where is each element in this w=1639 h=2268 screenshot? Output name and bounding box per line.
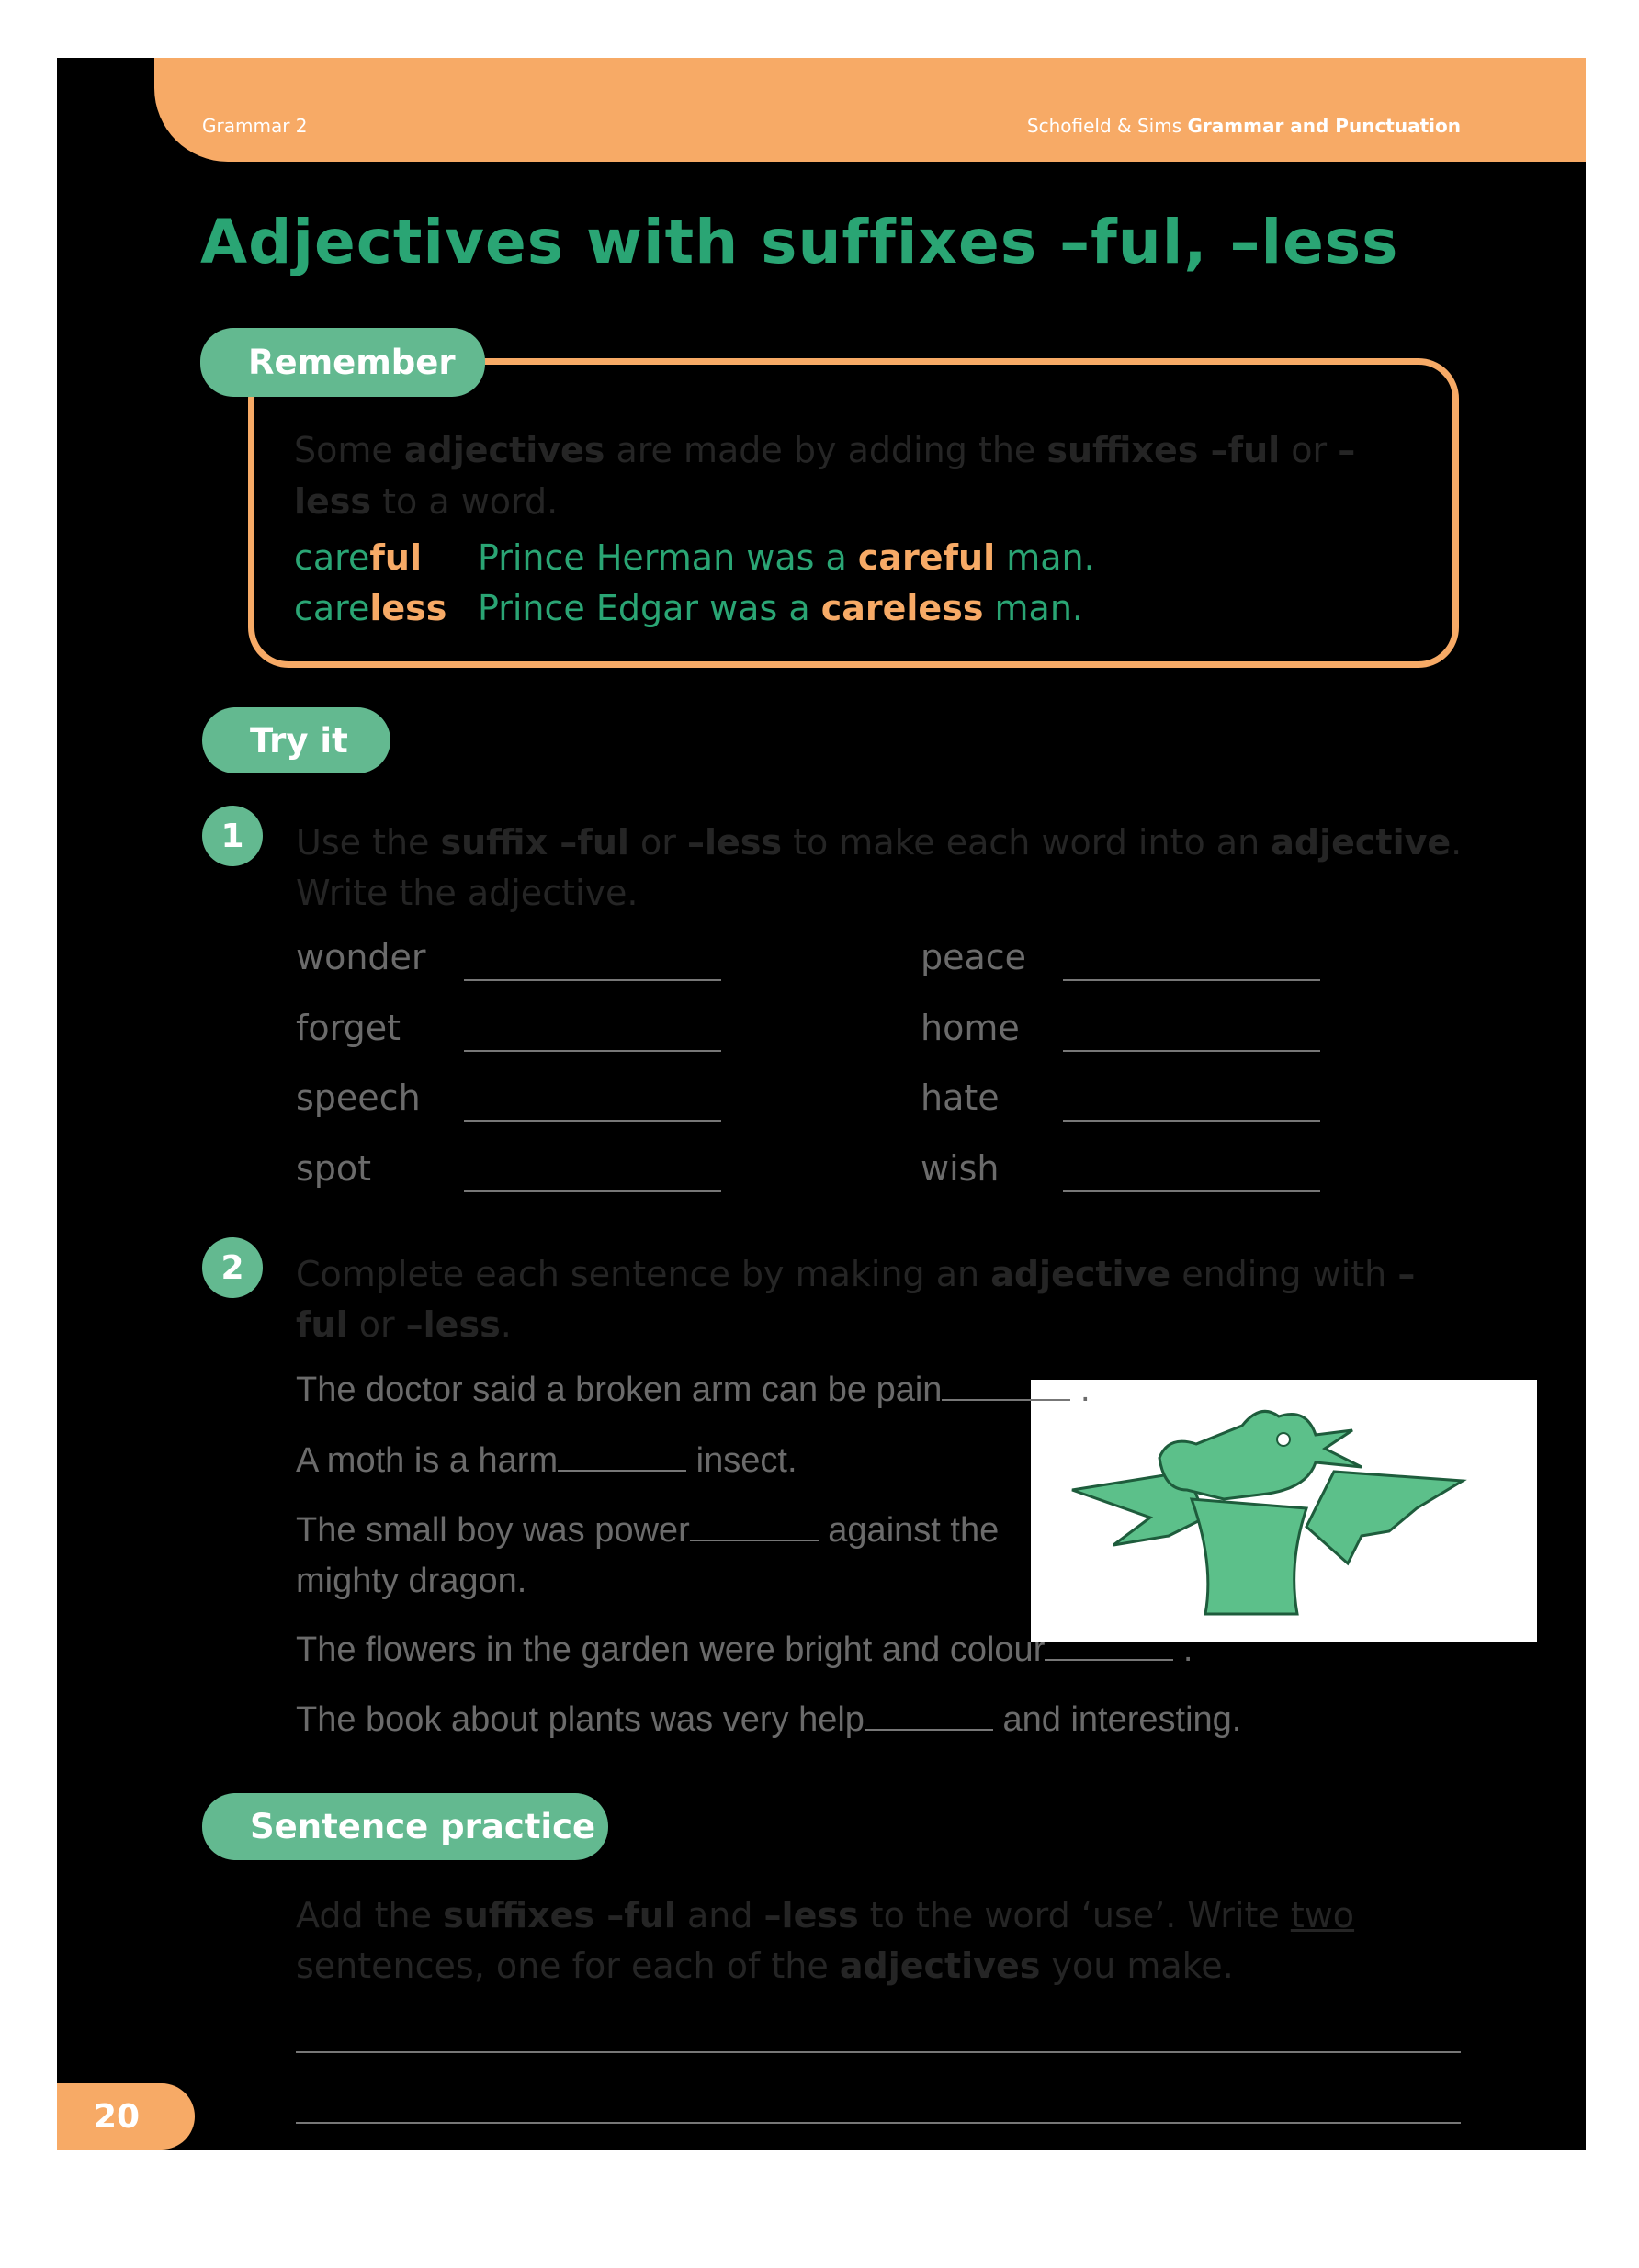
example-word: careful: [294, 537, 422, 578]
sentence-item: The book about plants was very help and interesting.: [296, 1700, 1242, 1739]
word-item: forget: [296, 1008, 401, 1048]
word-item: speech: [296, 1078, 421, 1118]
sentence-item: The doctor said a broken arm can be pain .: [296, 1371, 1091, 1409]
remember-heading: Remember: [200, 328, 485, 397]
page-number: 20: [57, 2083, 195, 2150]
q2-instruction: Complete each sentence by making an adjective ending with –ful or –less.: [296, 1254, 1416, 1345]
q1-instruction: Use the suffix –ful or –less to make each word into an adjective. Write the adjective.: [296, 822, 1463, 913]
dragon-illustration: [1031, 1380, 1537, 1642]
answer-line[interactable]: [1063, 1050, 1320, 1052]
word-item: wonder: [296, 937, 426, 977]
sentence-item: The small boy was power against the: [296, 1511, 1000, 1550]
page-header: [154, 58, 1586, 162]
answer-line[interactable]: [1063, 979, 1320, 981]
example-sentence: Prince Herman was a careful man.: [478, 537, 1095, 578]
page-title: Adjectives with suffixes –ful, –less: [200, 207, 1399, 277]
example-sentence: Prince Edgar was a careless man.: [478, 588, 1083, 628]
publisher-label: Schofield & Sims Grammar and Punctuation: [1026, 115, 1461, 137]
word-item: hate: [921, 1078, 1000, 1118]
sentence-continuation: mighty dragon.: [296, 1562, 527, 1600]
writing-line[interactable]: [296, 2122, 1461, 2124]
example-word: careless: [294, 588, 447, 628]
sentence-item: A moth is a harm insect.: [296, 1441, 797, 1480]
answer-blank[interactable]: [865, 1729, 993, 1731]
sentence-practice-heading: Sentence practice: [202, 1793, 608, 1860]
word-item: wish: [921, 1148, 1000, 1189]
answer-line[interactable]: [464, 1050, 721, 1052]
answer-blank[interactable]: [1045, 1659, 1173, 1661]
word-item: spot: [296, 1148, 372, 1189]
sentence-item: The flowers in the garden were bright and colour .: [296, 1630, 1193, 1669]
section-label: Grammar 2: [202, 115, 308, 137]
answer-blank[interactable]: [558, 1470, 686, 1472]
writing-line[interactable]: [296, 2051, 1461, 2053]
remember-text: Some adjectives are made by adding the suffixes –ful or –less to a word.: [294, 430, 1356, 522]
answer-line[interactable]: [1063, 1190, 1320, 1192]
answer-line[interactable]: [464, 979, 721, 981]
answer-blank[interactable]: [690, 1540, 819, 1541]
word-item: home: [921, 1008, 1020, 1048]
word-item: peace: [921, 937, 1027, 977]
try-it-heading: Try it: [202, 707, 390, 773]
answer-line[interactable]: [464, 1190, 721, 1192]
answer-line[interactable]: [464, 1120, 721, 1122]
question-number: 1: [202, 806, 263, 866]
answer-blank[interactable]: [942, 1399, 1070, 1401]
answer-line[interactable]: [1063, 1120, 1320, 1122]
practice-instruction: Add the suffixes –ful and –less to the word ‘use’. Write two sentences, one for each of the adjectives you make.: [296, 1895, 1355, 1986]
question-number: 2: [202, 1237, 263, 1298]
